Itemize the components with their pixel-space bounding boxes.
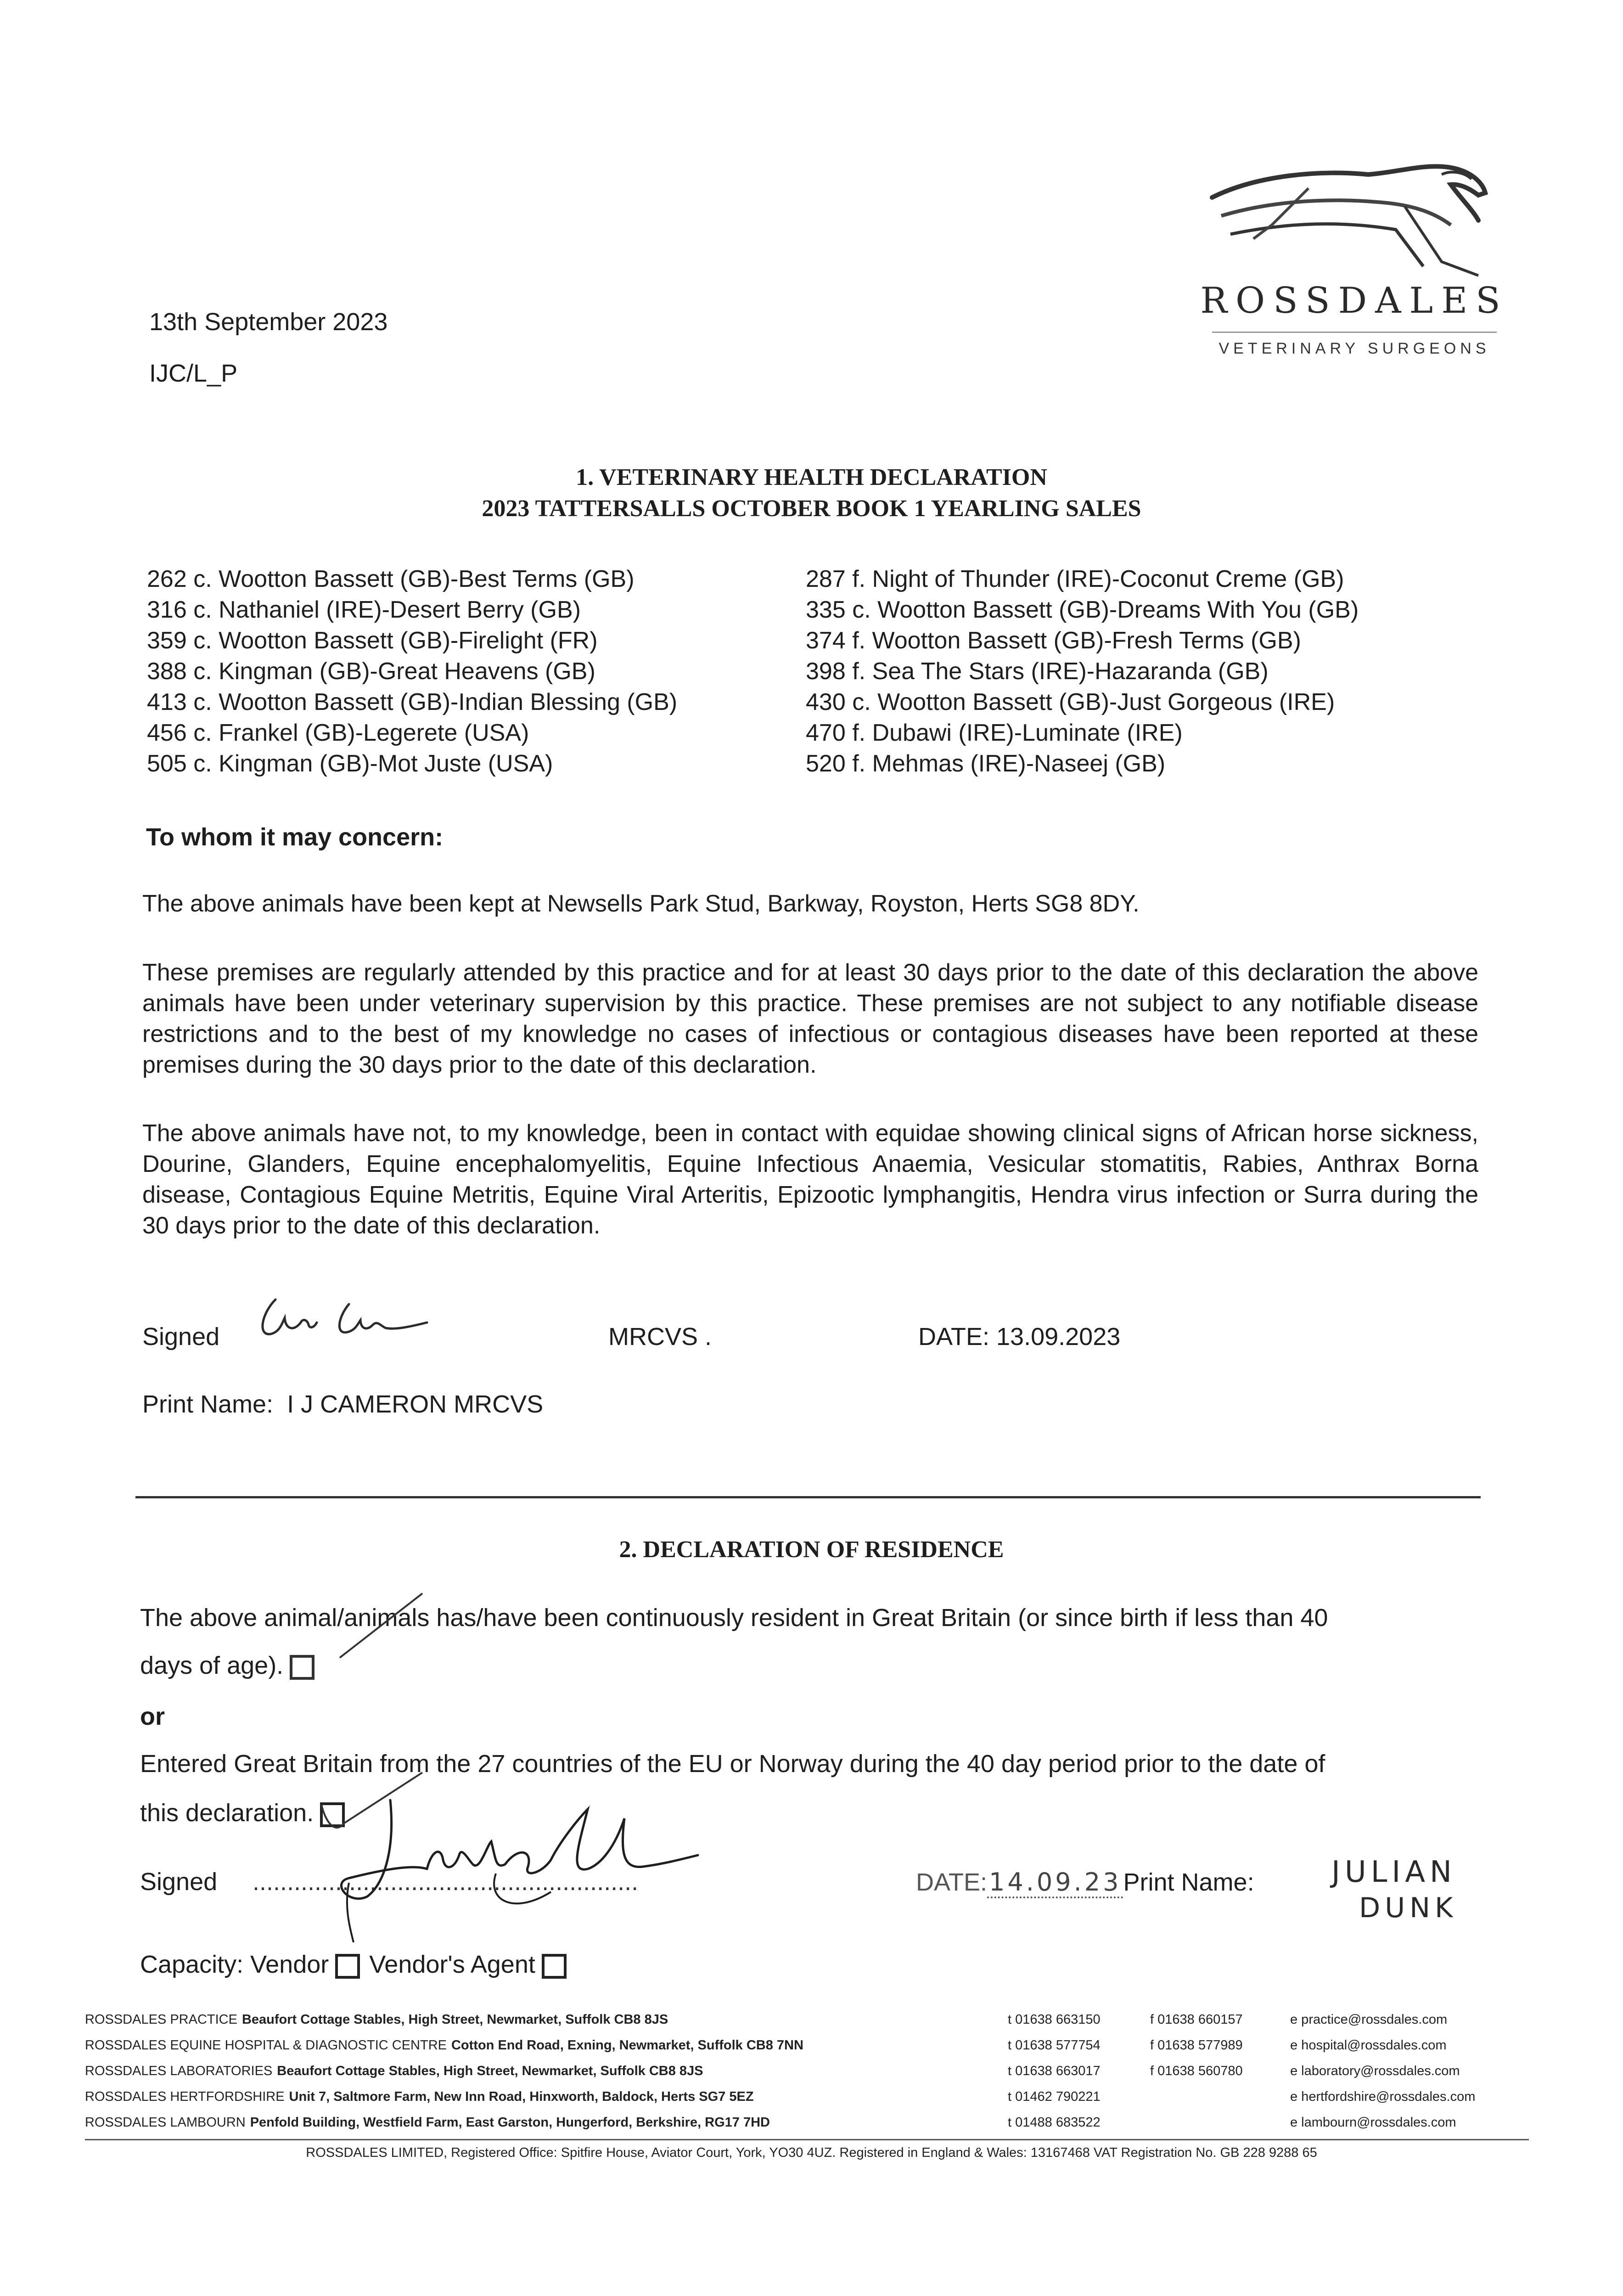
footer-email[interactable]: e laboratory@rossdales.com — [1290, 2064, 1460, 2078]
footer-office-name: ROSSDALES HERTFORDSHIRE — [85, 2089, 285, 2104]
agent-checkbox[interactable] — [542, 1954, 567, 1979]
horse-entry: 388 c. Kingman (GB)-Great Heavens (GB) — [147, 658, 595, 685]
capacity-label: Capacity: Vendor — [140, 1951, 329, 1978]
horse-entry: 413 c. Wootton Bassett (GB)-Indian Blessing (GB) — [147, 689, 678, 715]
section2-title: 2. DECLARATION OF RESIDENCE — [619, 1536, 1004, 1563]
horse-entry: 335 c. Wootton Bassett (GB)-Dreams With You (GB) — [806, 597, 1359, 623]
capacity-row — [140, 1949, 567, 1981]
footer-office-name: ROSSDALES PRACTICE — [85, 2012, 237, 2027]
disease-paragraph: The above animals have not, to my knowledge, been in contact with equidae showing clinical signs of African horse sickness, Dourine, Glanders, Equine encephalomyelitis, Equine Infectious Anaemia, Vesicular stomatitis, Rabies, Anthrax Borna disease, Contagious Equine Metritis, Equine Viral Arteritis, Epizootic lymphangitis, Hendra virus infection or Surra during the 30 days prior to the date of this declaration. — [142, 1120, 1478, 1239]
footer-fax: f 01638 560780 — [1150, 2064, 1243, 2078]
footer-name-address — [85, 2058, 703, 2084]
footer-email[interactable]: e practice@rossdales.com — [1290, 2012, 1448, 2027]
owner-print-name-label: Print Name: — [1123, 1868, 1254, 1896]
owner-date — [916, 1867, 1254, 1898]
footer-email[interactable]: e hertfordshire@rossdales.com — [1290, 2089, 1476, 2104]
owner-print-name-line1: JULIAN — [1331, 1855, 1456, 1889]
vet-date: DATE: 13.09.2023 — [918, 1323, 1121, 1351]
horse-logo-icon — [1203, 147, 1497, 285]
horse-list-left — [147, 564, 677, 779]
entered-line2-text: this declaration. — [140, 1799, 314, 1827]
residence-line1: The above animal/animals has/have been continuously resident in Great Britain (or since birth if less than 40 — [140, 1604, 1328, 1632]
footer-telephone: t 01488 683522 — [1008, 2115, 1101, 2130]
footer-office-address: Penfold Building, Westfield Farm, East Garston, Hungerford, Berkshire, RG17 7HD — [250, 2115, 770, 2130]
brand-divider — [1212, 332, 1497, 333]
horse-list-right — [806, 564, 1359, 779]
footer-telephone: t 01462 790221 — [1008, 2089, 1101, 2104]
footer-name-address — [85, 2110, 770, 2135]
section1-subtitle: 2023 TATTERSALLS OCTOBER BOOK 1 YEARLING SALES — [482, 495, 1141, 522]
horse-entry: 456 c. Frankel (GB)-Legerete (USA) — [147, 720, 529, 746]
horse-entry: 470 f. Dubawi (IRE)-Luminate (IRE) — [806, 720, 1183, 746]
owner-signature-line: ........................................................ — [253, 1868, 639, 1896]
footer-telephone: t 01638 663017 — [1008, 2064, 1101, 2078]
vet-print-name — [142, 1389, 543, 1420]
footer-telephone: t 01638 663150 — [1008, 2012, 1101, 2027]
brand-name: ROSSDALES — [1200, 280, 1509, 321]
footer-office-name: ROSSDALES LABORATORIES — [85, 2064, 273, 2078]
owner-date-label: DATE: — [916, 1868, 988, 1896]
footer-office-address: Cotton End Road, Exning, Newmarket, Suffolk CB8 7NN — [451, 2038, 803, 2053]
residence-line2-text: days of age). — [140, 1652, 284, 1679]
supervision-paragraph: These premises are regularly attended by this practice and for at least 30 days prior to the date of this declaration the above animals have been under veterinary supervision by this practice. These premises are not subject to any notifiable disease restrictions and to the best of my knowledge no cases of infectious or contagious diseases have been reported at these premises during the 30 days prior to the date of this declaration. — [142, 959, 1478, 1078]
salutation: To whom it may concern: — [146, 823, 444, 851]
or-label: or — [140, 1703, 165, 1730]
horse-entry: 520 f. Mehmas (IRE)-Naseej (GB) — [806, 750, 1166, 777]
letter-reference: IJC/L_P — [149, 360, 238, 387]
vet-signature — [257, 1286, 468, 1350]
footer-office-name: ROSSDALES LAMBOURN — [85, 2115, 246, 2130]
owner-print-name-line2: DUNK — [1359, 1892, 1458, 1924]
footer-telephone: t 01638 577754 — [1008, 2038, 1101, 2053]
footer-office-name: ROSSDALES EQUINE HOSPITAL & DIAGNOSTIC CENTRE — [85, 2038, 447, 2053]
premises-paragraph: The above animals have been kept at Newsells Park Stud, Barkway, Royston, Herts SG8 8DY. — [142, 890, 1140, 917]
horse-entry: 374 f. Wootton Bassett (GB)-Fresh Terms (GB) — [806, 627, 1301, 654]
footer-fax: f 01638 577989 — [1150, 2038, 1243, 2053]
horse-entry: 316 c. Nathaniel (IRE)-Desert Berry (GB) — [147, 597, 581, 623]
footer-email[interactable]: e lambourn@rossdales.com — [1290, 2115, 1456, 2130]
horse-entry: 359 c. Wootton Bassett (GB)-Firelight (FR) — [147, 627, 598, 654]
footer-office-address: Beaufort Cottage Stables, High Street, Newmarket, Suffolk CB8 8JS — [241, 2012, 668, 2027]
mrcvs-label: MRCVS . — [608, 1323, 712, 1351]
owner-signed-label: Signed — [140, 1868, 218, 1896]
horse-logo — [1203, 147, 1497, 372]
footer-fax: f 01638 660157 — [1150, 2012, 1243, 2027]
footer-name-address — [85, 2084, 754, 2110]
agent-label: Vendor's Agent — [369, 1951, 535, 1978]
horse-entry: 505 c. Kingman (GB)-Mot Juste (USA) — [147, 750, 553, 777]
letter-date: 13th September 2023 — [149, 308, 388, 336]
vet-print-name-value: I J CAMERON MRCVS — [287, 1390, 544, 1418]
registered-office: ROSSDALES LIMITED, Registered Office: Spitfire House, Aviator Court, York, YO30 4UZ. Registered in England & Wales: 13167468 VAT Registration No. GB 228 9288 65 — [306, 2145, 1317, 2160]
vendor-checkbox[interactable] — [335, 1954, 360, 1979]
vet-signed-label: Signed — [142, 1323, 220, 1351]
footer-office-address: Beaufort Cottage Stables, High Street, Newmarket, Suffolk CB8 8JS — [277, 2064, 703, 2078]
footer-name-address — [85, 2007, 668, 2032]
horse-entry: 262 c. Wootton Bassett (GB)-Best Terms (GB) — [147, 566, 635, 592]
brand-subtitle: VETERINARY SURGEONS — [1219, 340, 1490, 357]
section1-title: 1. VETERINARY HEALTH DECLARATION — [576, 464, 1047, 490]
owner-date-value: 14.09.23 — [987, 1868, 1123, 1898]
vet-print-name-label: Print Name: — [142, 1390, 274, 1418]
horse-entry: 398 f. Sea The Stars (IRE)-Hazaranda (GB) — [806, 658, 1269, 685]
owner-signature — [321, 1791, 735, 1942]
entered-line1: Entered Great Britain from the 27 countries of the EU or Norway during the 40 day period prior to the date of — [140, 1750, 1325, 1778]
horse-entry: 430 c. Wootton Bassett (GB)-Just Gorgeous (IRE) — [806, 689, 1335, 715]
section-divider — [135, 1496, 1481, 1498]
horse-entry: 287 f. Night of Thunder (IRE)-Coconut Creme (GB) — [806, 566, 1344, 592]
footer-name-address — [85, 2032, 803, 2058]
footer-office-address: Unit 7, Saltmore Farm, New Inn Road, Hinxworth, Baldock, Herts SG7 5EZ — [289, 2089, 754, 2104]
footer-email[interactable]: e hospital@rossdales.com — [1290, 2038, 1447, 2053]
